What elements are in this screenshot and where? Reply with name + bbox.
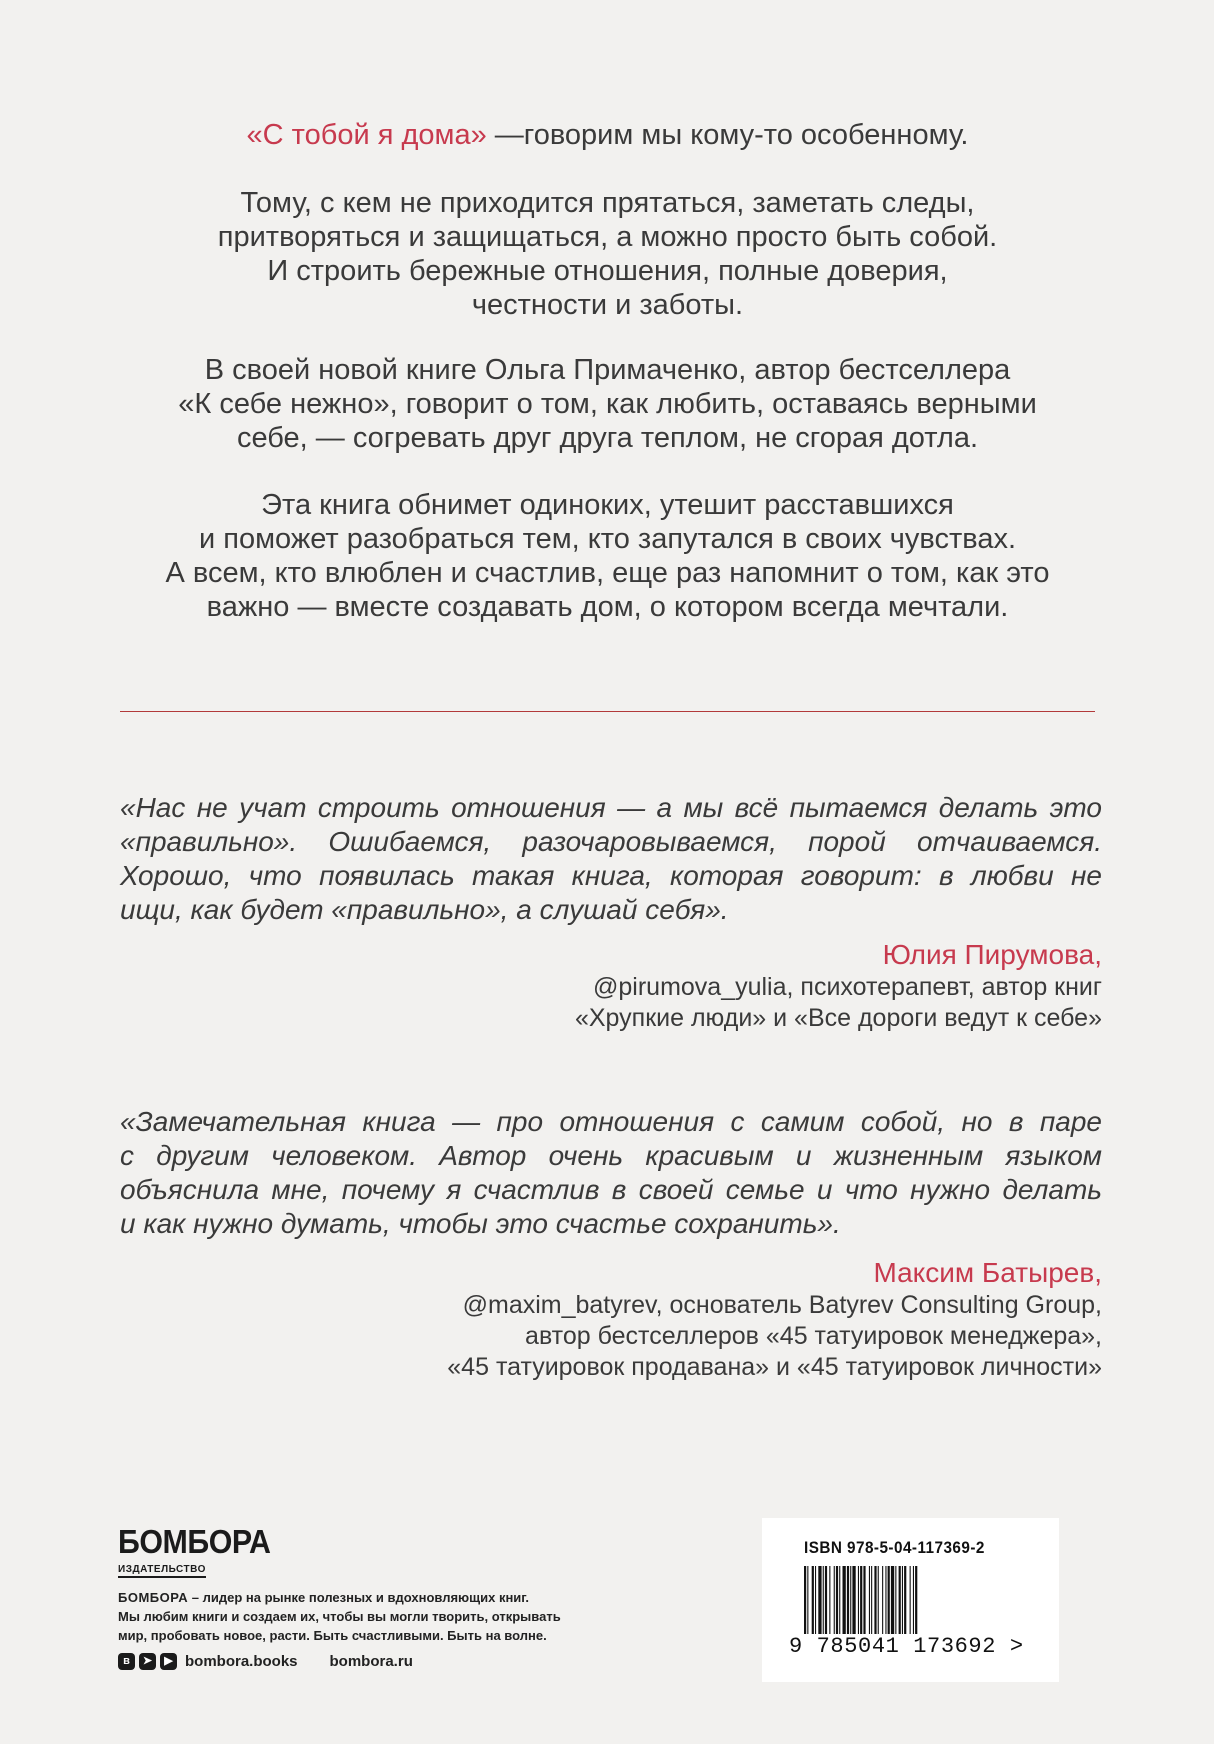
publisher-desc-line: – лидер на рынке полезных и вдохновляющих книг.: [188, 1590, 530, 1605]
intro-line: Эта книга обнимет одиноких, утешит расставшихся: [261, 489, 954, 521]
intro-line: Тому, с кем не приходится прятаться, заметать следы,: [240, 187, 975, 219]
intro-paragraph-4: [120, 488, 1095, 624]
review-quote-1: [120, 791, 1102, 927]
reviewer-details: @maxim_batyrev, основатель Batyrev Consulting Group,: [462, 1291, 1102, 1319]
intro-line: честности и заботы.: [471, 289, 744, 321]
reviewer-details: автор бестселлеров «45 татуировок менеджера»,: [525, 1322, 1102, 1350]
reviewer-name: Юлия Пирумова,: [882, 939, 1102, 970]
intro-line: себе, — согревать друг друга теплом, не сгорая дотла.: [236, 422, 979, 454]
quote-line: объяснила мне, почему я счастлив в своей семье и что нужно делать: [120, 1174, 1102, 1205]
intro-line: И строить бережные отношения, полные доверия,: [267, 255, 948, 287]
review-attribution-2: [447, 1256, 1102, 1383]
publisher-logo-subtitle: ИЗДАТЕЛЬСТВО: [118, 1564, 206, 1578]
intro-line: притворяться и защищаться, а можно просто быть собой.: [217, 221, 998, 253]
vk-icon[interactable]: в: [118, 1653, 135, 1670]
publisher-desc-brand: БОМБОРА: [118, 1590, 189, 1605]
section-divider: [120, 711, 1095, 712]
intro-paragraph-1: [120, 118, 1095, 152]
intro-title-accent: «С тобой я дома»: [246, 119, 487, 151]
social-handle[interactable]: bombora.books: [185, 1653, 298, 1670]
intro-paragraph-2: [120, 186, 1095, 322]
reviewer-details: «Хрупкие люди» и «Все дороги ведут к себе»: [574, 1004, 1102, 1032]
intro-title-rest: —говорим мы кому-то особенному.: [486, 119, 969, 151]
quote-line: «правильно». Ошибаемся, разочаровываемся, порой отчаиваемся.: [120, 826, 1102, 857]
isbn-barcode: [762, 1518, 1059, 1682]
review-quote-2: [120, 1105, 1102, 1241]
intro-line: А всем, кто влюблен и счастлив, еще раз напомнит о том, как это: [165, 557, 1050, 589]
isbn-number: ISBN 978-5-04-117369-2: [804, 1538, 985, 1557]
quote-line: и как нужно думать, чтобы это счастье сохранить».: [120, 1208, 841, 1239]
reviewer-details: @pirumova_yulia, психотерапевт, автор книг: [593, 973, 1102, 1001]
publisher-site-link[interactable]: bombora.ru: [329, 1653, 413, 1670]
reviewer-details: «45 татуировок продавана» и «45 татуировок личности»: [447, 1353, 1102, 1381]
publisher-logo: БОМБОРА: [118, 1523, 271, 1560]
quote-line: ищи, как будет «правильно», а слушай себя».: [120, 894, 729, 925]
youtube-icon[interactable]: ▶: [160, 1653, 177, 1670]
publisher-description: [118, 1588, 648, 1645]
reviewer-name: Максим Батырев,: [873, 1257, 1102, 1288]
quote-line: Хорошо, что появилась такая книга, которая говорит: в любви не: [120, 860, 1102, 891]
intro-paragraph-3: [120, 353, 1095, 455]
intro-line: важно — вместе создавать дом, о котором всегда мечтали.: [206, 591, 1009, 623]
telegram-icon[interactable]: ➤: [139, 1653, 156, 1670]
intro-line: В своей новой книге Ольга Примаченко, автор бестселлера: [204, 354, 1011, 386]
quote-line: «Замечательная книга — про отношения с самим собой, но в паре: [120, 1106, 1102, 1137]
publisher-social: [118, 1653, 678, 1670]
intro-line: и поможет разобраться тем, кто запутался в своих чувствах.: [199, 523, 1016, 555]
publisher-desc-line: Мы любим книги и создаем их, чтобы вы могли творить, открывать: [118, 1609, 561, 1624]
barcode-digits: 9 785041 173692 >: [789, 1634, 1024, 1659]
quote-line: с другим человеком. Автор очень красивым и жизненным языком: [120, 1140, 1102, 1171]
publisher-desc-line: мир, пробовать новое, расти. Быть счастливыми. Быть на волне.: [118, 1628, 547, 1643]
quote-line: «Нас не учат строить отношения — а мы всё пытаемся делать это: [120, 792, 1102, 823]
review-attribution-1: [575, 938, 1102, 1034]
publisher-block: [118, 1525, 678, 1670]
intro-line: «К себе нежно», говорит о том, как любить, оставаясь верными: [178, 388, 1037, 420]
